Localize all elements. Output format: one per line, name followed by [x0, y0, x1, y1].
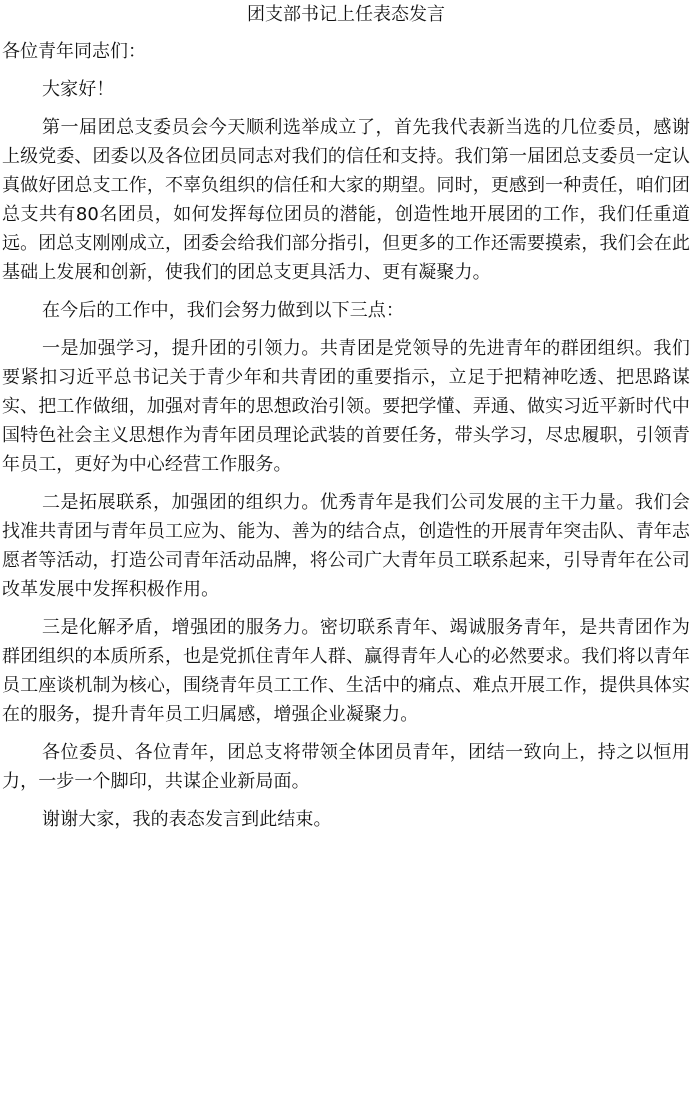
paragraph-thanks: 谢谢大家，我的表态发言到此结束。 [42, 809, 332, 830]
paragraph-point-three: 三是化解矛盾，增强团的服务力。密切联系青年、竭诚服务青年，是共青团作为群团组织的本质所系，也是党抓住青年人群、赢得青年人心的必然要求。我们将以青年员工座谈机制为核心，围绕青年员工工作、生活中的痛点、难点开展工作，提供具体实在的服务，提升青年员工归属感，增强企业凝聚力。 [2, 617, 690, 725]
paragraph-point-two: 二是拓展联系，加强团的组织力。优秀青年是我们公司发展的主干力量。我们会找准共青团与青年员工应为、能为、善为的结合点，创造性的开展青年突击队、青年志愿者等活动，打造公司青年活动品牌，将公司广大青年员工联系起来，引导青年在公司改革发展中发挥积极作用。 [2, 492, 690, 600]
document-title: 团支部书记上任表态发言 [247, 4, 445, 25]
paragraph-intro: 第一届团总支委员会今天顺利选举成立了，首先我代表新当选的几位委员，感谢上级党委、团委以及各位团员同志对我们的信任和支持。我们第一届团总支委员一定认真做好团总支工作，不辜负组织的信任和大家的期望。同时，更感到一种责任，咱们团总支共有80名团员，如何发挥每位团员的潜能，创造性地开展团的工作，我们任重道远。团总支刚刚成立，团委会给我们部分指引，但更多的工作还需要摸索，我们会在此基础上发展和创新，使我们的团总支更具活力、更有凝聚力。 [2, 117, 690, 283]
paragraph-three-points-lead: 在今后的工作中，我们会努力做到以下三点： [42, 300, 404, 321]
salutation: 各位青年同志们： [2, 41, 146, 62]
paragraph-closing: 各位委员、各位青年，团总支将带领全体团员青年，团结一致向上，持之以恒用力，一步一个脚印，共谋企业新局面。 [2, 742, 690, 792]
paragraph-point-one: 一是加强学习，提升团的引领力。共青团是党领导的先进青年的群团组织。我们要紧扣习近平总书记关于青少年和共青团的重要指示，立足于把精神吃透、把思路谋实、把工作做细，加强对青年的思想政治引领。要把学懂、弄通、做实习近平新时代中国特色社会主义思想作为青年团员理论武装的首要任务，带头学习，尽忠履职，引领青年员工，更好为中心经营工作服务。 [2, 338, 690, 475]
paragraph-greeting: 大家好！ [42, 79, 115, 100]
